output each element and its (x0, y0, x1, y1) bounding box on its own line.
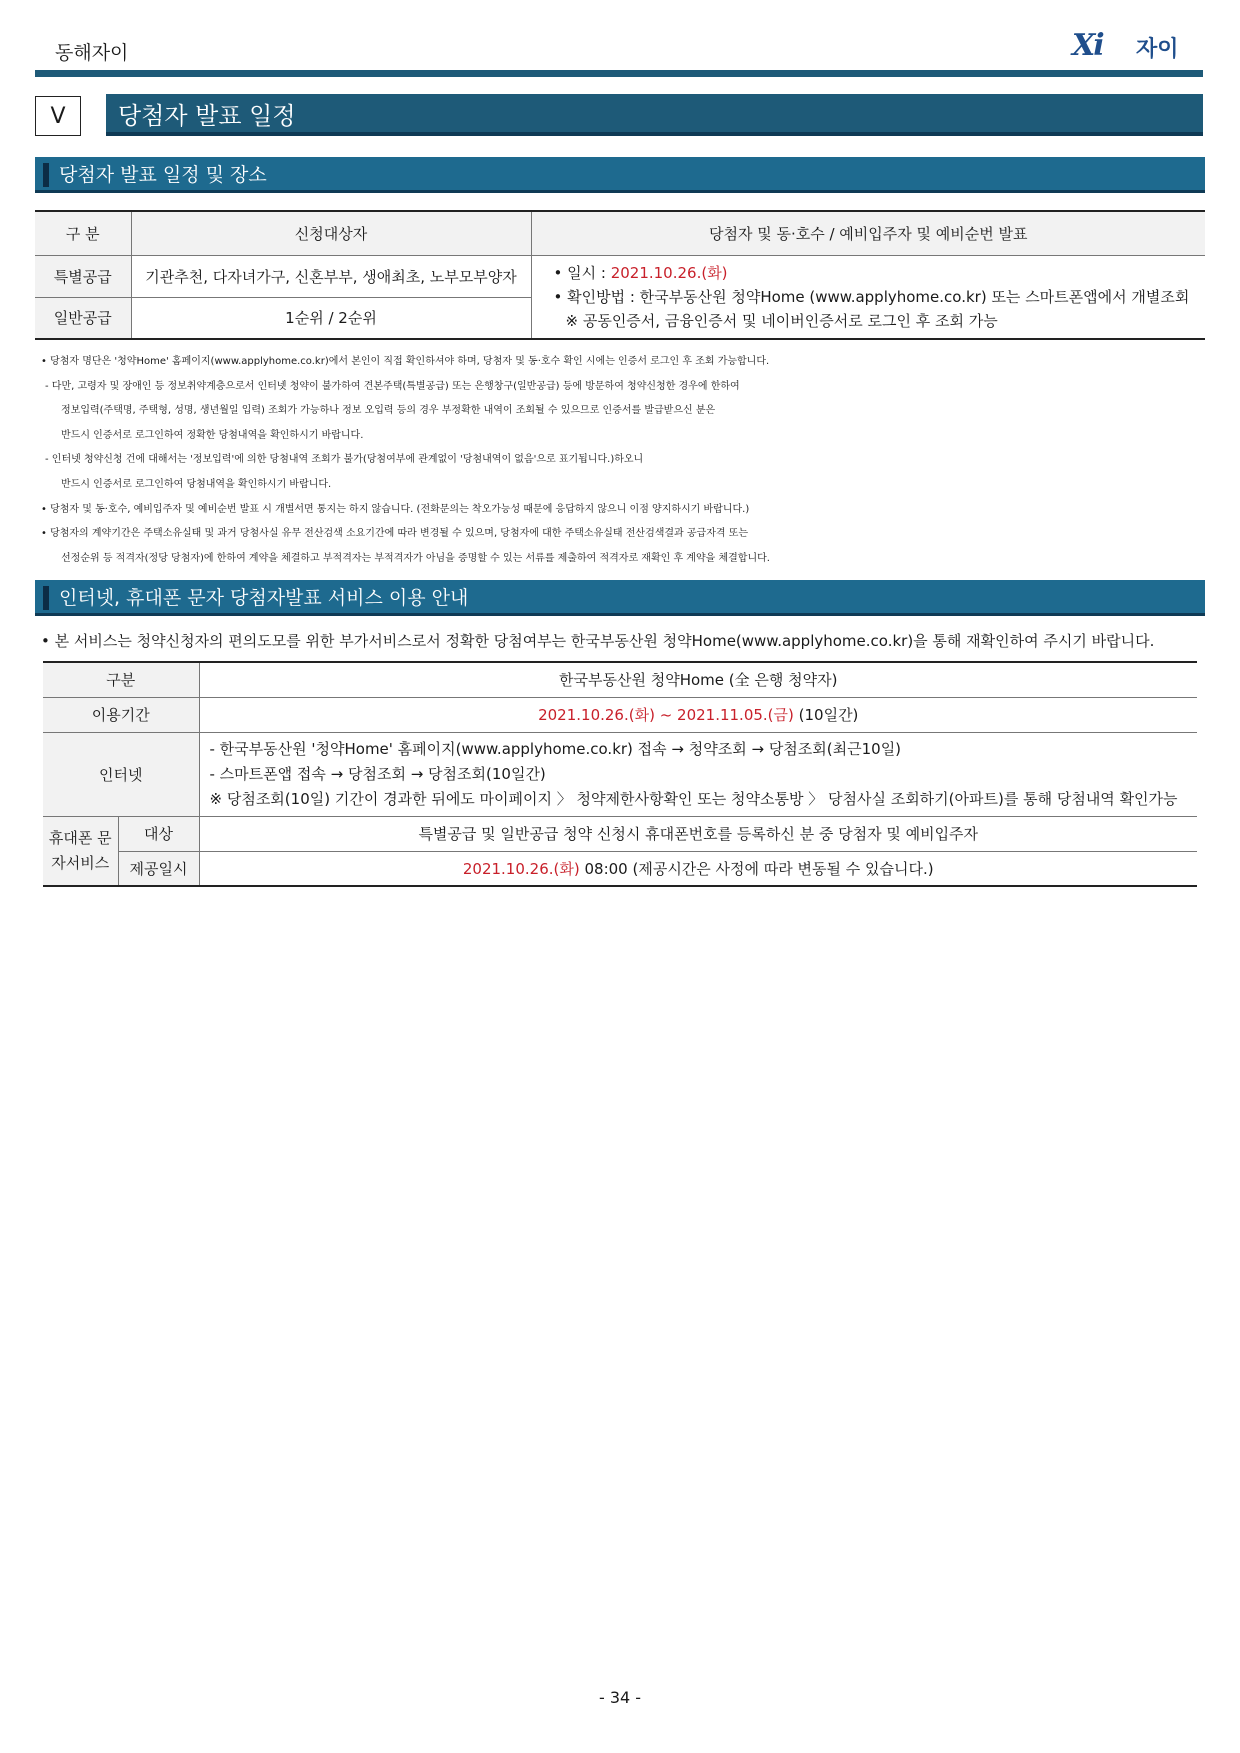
note-line: • 당첨자 및 동·호수, 예비입주자 및 예비순번 발표 시 개별서면 통지는 하지 않습니다. (전화문의는 착오가능성 때문에 응답하지 않으니 이점 양지하시기 바랍니다.) (41, 503, 750, 515)
sms-date-label: 제공일시 (118, 851, 199, 886)
table-row (43, 662, 1197, 697)
col-header-category: 구 분 (35, 211, 131, 255)
section-number: V (35, 96, 81, 136)
table-row (43, 851, 1197, 886)
internet-cell (199, 732, 1197, 816)
note-line: - 다만, 고령자 및 장애인 등 정보취약계층으로서 인터넷 청약이 불가하여 견본주택(특별공급) 또는 은행창구(일반공급) 등에 방문하여 청약신청한 경우에 한하여 (45, 380, 740, 392)
schedule-heading (35, 157, 1205, 193)
announce-method: • 확인방법 : 한국부동산원 청약Home (www.applyhome.co.kr) 또는 스마트폰앱에서 개별조회 (553, 287, 1190, 306)
sms-date-suffix: 08:00 (제공시간은 사정에 따라 변동될 수 있습니다.) (579, 859, 934, 878)
heading-marker (43, 586, 49, 610)
section-title: 당첨자 발표 일정 (106, 94, 1203, 136)
table-row (43, 816, 1197, 851)
col-header-announcement: 당첨자 및 동·호수 / 예비입주자 및 예비순번 발표 (531, 211, 1205, 255)
page-number: - 34 - (598, 1688, 642, 1707)
announce-date-label: • 일시 : (553, 263, 611, 282)
row-label-special: 특별공급 (35, 255, 131, 297)
schedule-table (35, 210, 1205, 340)
note-line: 반드시 인증서로 로그인하여 정확한 당첨내역을 확인하시기 바랍니다. (61, 429, 364, 441)
internet-label: 인터넷 (43, 732, 199, 816)
xi-logo (1072, 28, 1192, 62)
service-note: • 본 서비스는 청약신청자의 편의도모를 위한 부가서비스로서 정확한 당첨여부는 한국부동산원 청약Home(www.applyhome.co.kr)을 통해 재확인하여 주시기 바랍니다. (41, 632, 1155, 650)
note-line: 반드시 인증서로 로그인하여 당첨내역을 확인하시기 바랍니다. (61, 478, 332, 490)
note-line: • 당첨자의 계약기간은 주택소유실태 및 과거 당첨사실 유무 전산검색 소요기간에 따라 변경될 수 있으며, 당첨자에 대한 주택소유실태 전산검색결과 공급자격 또는 (41, 528, 749, 540)
header-rule (35, 70, 1203, 77)
notes-list (35, 350, 1205, 571)
col-header-target: 신청대상자 (131, 211, 531, 255)
internet-line: - 한국부동산원 '청약Home' 홈페이지(www.applyhome.co.kr) 접속 → 청약조회 → 당첨조회(최근10일) (209, 739, 902, 758)
service-heading (35, 580, 1205, 616)
announce-note: ※ 공동인증서, 금융인증서 및 네이버인증서로 로그인 후 조회 가능 (565, 311, 998, 330)
internet-line: - 스마트폰앱 접속 → 당첨조회 → 당첨조회(10일간) (209, 764, 546, 783)
sms-date-value: 2021.10.26.(화) (462, 859, 580, 878)
period-suffix: (10일간) (793, 706, 859, 724)
row-target-general: 1순위 / 2순위 (131, 297, 531, 339)
sms-target-label: 대상 (118, 816, 199, 851)
logo-text: 자이 (1136, 37, 1179, 62)
schedule-heading-text: 당첨자 발표 일정 및 장소 (59, 164, 267, 186)
row-label-general: 일반공급 (35, 297, 131, 339)
heading-marker (43, 163, 49, 187)
service-header-value: 한국부동산원 청약Home (全 은행 청약자) (199, 662, 1197, 697)
note-line: 선정순위 등 적격자(정당 당첨자)에 한하여 계약을 체결하고 부적격자는 부적격자가 아님을 증명할 수 있는 서류를 제출하여 적격자로 재확인 후 계약을 체결합니다. (61, 552, 770, 564)
period-label: 이용기간 (43, 697, 199, 732)
note-line: • 당첨자 명단은 '청약Home' 홈페이지(www.applyhome.co.kr)에서 본인이 직접 확인하셔야 하며, 당첨자 및 동·호수 확인 시에는 인증서 로그인 후 조회 가능합니다. (41, 356, 770, 367)
announce-date-line (554, 261, 1196, 285)
logo-mark: Xi (1072, 28, 1103, 63)
note-line: - 인터넷 청약신청 건에 대해서는 '정보입력'에 의한 당첨내역 조회가 불가(당첨여부에 관계없이 '당첨내역이 없음'으로 표기됩니다.)하오니 (45, 454, 644, 466)
period-value: 2021.10.26.(화) ~ 2021.11.05.(금) (538, 706, 794, 724)
service-header-label: 구분 (43, 662, 199, 697)
service-heading-text: 인터넷, 휴대폰 문자 당첨자발표 서비스 이용 안내 (59, 587, 469, 609)
row-target-special: 기관추천, 다자녀가구, 신혼부부, 생애최초, 노부모부양자 (131, 255, 531, 297)
header-title: 동해자이 (55, 42, 129, 64)
table-row (43, 732, 1197, 816)
note-line: 정보입력(주택명, 주택형, 성명, 생년월일 입력) 조회가 가능하나 정보 오입력 등의 경우 부정확한 내역이 조회될 수 있으므로 인증서를 발급받으신 분은 (61, 405, 716, 417)
announce-date: 2021.10.26.(화) (610, 263, 728, 282)
period-cell (199, 697, 1197, 732)
service-table (43, 661, 1197, 887)
table-row (35, 255, 1205, 297)
sms-target-value: 특별공급 및 일반공급 청약 신청시 휴대폰번호를 등록하신 분 중 당첨자 및 예비입주자 (199, 816, 1197, 851)
sms-date-cell (199, 851, 1197, 886)
sms-label: 휴대폰 문자서비스 (43, 816, 118, 886)
table-row (43, 697, 1197, 732)
announcement-cell (531, 255, 1205, 339)
table-row (35, 211, 1205, 255)
internet-line: ※ 당첨조회(10일) 기간이 경과한 뒤에도 마이페이지 〉 청약제한사항확인 또는 청약소통방 〉 당첨사실 조회하기(아파트)를 통해 당첨내역 확인가능 (209, 789, 1178, 808)
